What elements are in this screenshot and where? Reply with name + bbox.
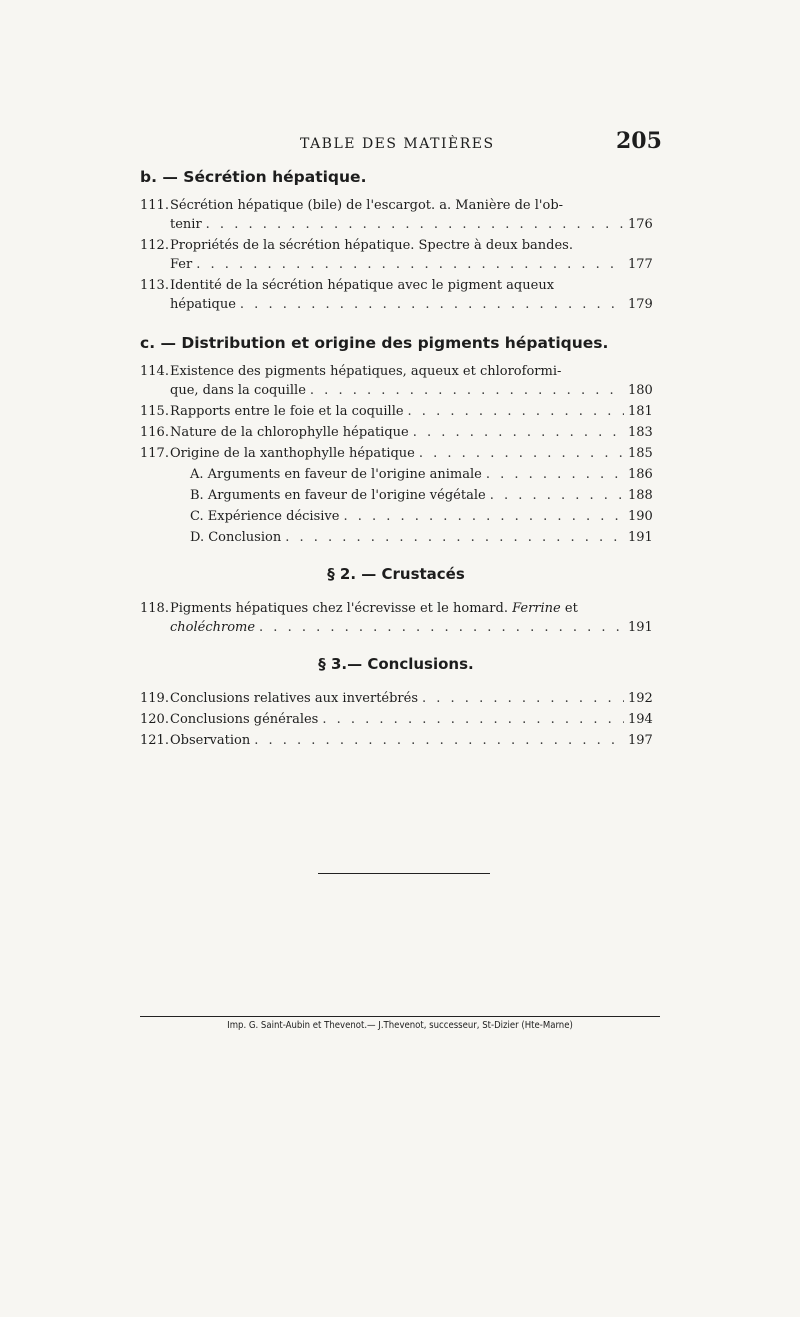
section-c-heading: c. — Distribution et origine des pigments hépatiques.: [140, 334, 609, 352]
page-number: 205: [616, 128, 662, 154]
toc-content: [140, 168, 652, 752]
entry-number: 118.: [140, 601, 169, 616]
toc-entry-118: [140, 599, 652, 637]
toc-subentry-a: [190, 465, 652, 484]
dot-leader: [490, 486, 624, 505]
toc-entry-119: [140, 689, 652, 708]
entry-text: Rapports entre le foie et la coquille: [170, 404, 404, 419]
section-2-heading: § 2. — Crustacés: [327, 565, 465, 583]
entry-text: Observation: [170, 733, 251, 748]
divider-rule: [318, 873, 490, 874]
entry-text-part: et: [560, 601, 578, 616]
subentry-text: A. Arguments en faveur de l'origine animale: [190, 467, 482, 482]
subentry-text: B. Arguments en faveur de l'origine végétale: [190, 488, 486, 503]
entry-text-line1: Existence des pigments hépatiques, aqueux et chloroformi-: [170, 364, 562, 379]
entry-number: 113.: [140, 278, 169, 293]
entry-page: 192: [628, 691, 653, 706]
entry-page: 191: [628, 620, 653, 635]
toc-subentry-c: [190, 507, 652, 526]
entry-page: 180: [628, 383, 653, 398]
entry-text-line1: [170, 599, 652, 618]
entry-number: 120.: [140, 712, 169, 727]
entry-page: 183: [628, 425, 653, 440]
entry-text-line1: Sécrétion hépatique (bile) de l'escargot. a. Manière de l'ob-: [170, 198, 564, 213]
entry-number: 114.: [140, 364, 169, 379]
entry-number: 121.: [140, 733, 169, 748]
toc-entry-111: [140, 196, 652, 234]
subentry-page: 190: [628, 509, 653, 524]
entry-page: 194: [628, 712, 653, 727]
entry-text-line2: hépatique: [170, 297, 236, 312]
dot-leader: [419, 444, 624, 463]
subentry-text: C. Expérience décisive: [190, 509, 340, 524]
entry-page: 197: [628, 733, 653, 748]
entry-page: 185: [628, 446, 653, 461]
section-3-heading: § 3.— Conclusions.: [318, 655, 474, 673]
dot-leader: [343, 507, 624, 526]
entry-page: 177: [628, 257, 653, 272]
toc-subentry-d: [190, 528, 652, 547]
dot-leader: [196, 255, 624, 274]
subentry-page: 186: [628, 467, 653, 482]
toc-entry-113: [140, 276, 652, 314]
entry-number: 119.: [140, 691, 169, 706]
entry-number: 117.: [140, 446, 169, 461]
entry-text: Conclusions générales: [170, 712, 319, 727]
toc-entry-112: [140, 236, 652, 274]
toc-entry-121: [140, 731, 652, 750]
dot-leader: [408, 402, 624, 421]
entry-text-line1: Propriétés de la sécrétion hépatique. Spectre à deux bandes.: [170, 238, 573, 253]
toc-entry-116: [140, 423, 652, 442]
dot-leader: [322, 710, 624, 729]
entry-number: 111.: [140, 198, 169, 213]
toc-entry-117: [140, 444, 652, 463]
entry-page: 176: [628, 217, 653, 232]
dot-leader: [422, 689, 624, 708]
dot-leader: [285, 528, 624, 547]
entry-text: Nature de la chlorophylle hépatique: [170, 425, 409, 440]
subentry-text: D. Conclusion: [190, 530, 282, 545]
printer-imprint: Imp. G. Saint-Aubin et Thevenot.— J.Thevenot, successeur, St-Dizier (Hte-Marne): [227, 1020, 573, 1031]
dot-leader: [486, 465, 624, 484]
dot-leader: [254, 731, 624, 750]
toc-entry-115: [140, 402, 652, 421]
running-title: TABLE DES MATIÈRES: [300, 136, 495, 152]
section-b-heading: b. — Sécrétion hépatique.: [140, 168, 367, 186]
dot-leader: [413, 423, 624, 442]
entry-text-line2: tenir: [170, 217, 202, 232]
entry-page: 181: [628, 404, 653, 419]
entry-text-line2: que, dans la coquille: [170, 383, 306, 398]
dot-leader: [206, 215, 624, 234]
subentry-page: 188: [628, 488, 653, 503]
running-head: [0, 128, 800, 158]
entry-number: 115.: [140, 404, 169, 419]
toc-entry-114: [140, 362, 652, 400]
entry-page: 179: [628, 297, 653, 312]
entry-text-italic: Ferrine: [512, 601, 561, 616]
footer-rule: [140, 1016, 660, 1017]
entry-text-line2: Fer: [170, 257, 193, 272]
dot-leader: [310, 381, 624, 400]
toc-entry-120: [140, 710, 652, 729]
toc-subentry-b: [190, 486, 652, 505]
subentry-page: 191: [628, 530, 653, 545]
entry-text-line1: Identité de la sécrétion hépatique avec le pigment aqueux: [170, 278, 555, 293]
entry-number: 112.: [140, 238, 169, 253]
entry-text-part: Pigments hépatiques chez l'écrevisse et le homard.: [170, 601, 513, 616]
dot-leader: [240, 295, 624, 314]
entry-text-line2: choléchrome: [170, 620, 256, 635]
entry-number: 116.: [140, 425, 169, 440]
entry-text: Origine de la xanthophylle hépatique: [170, 446, 415, 461]
dot-leader: [259, 618, 624, 637]
entry-text: Conclusions relatives aux invertébrés: [170, 691, 419, 706]
